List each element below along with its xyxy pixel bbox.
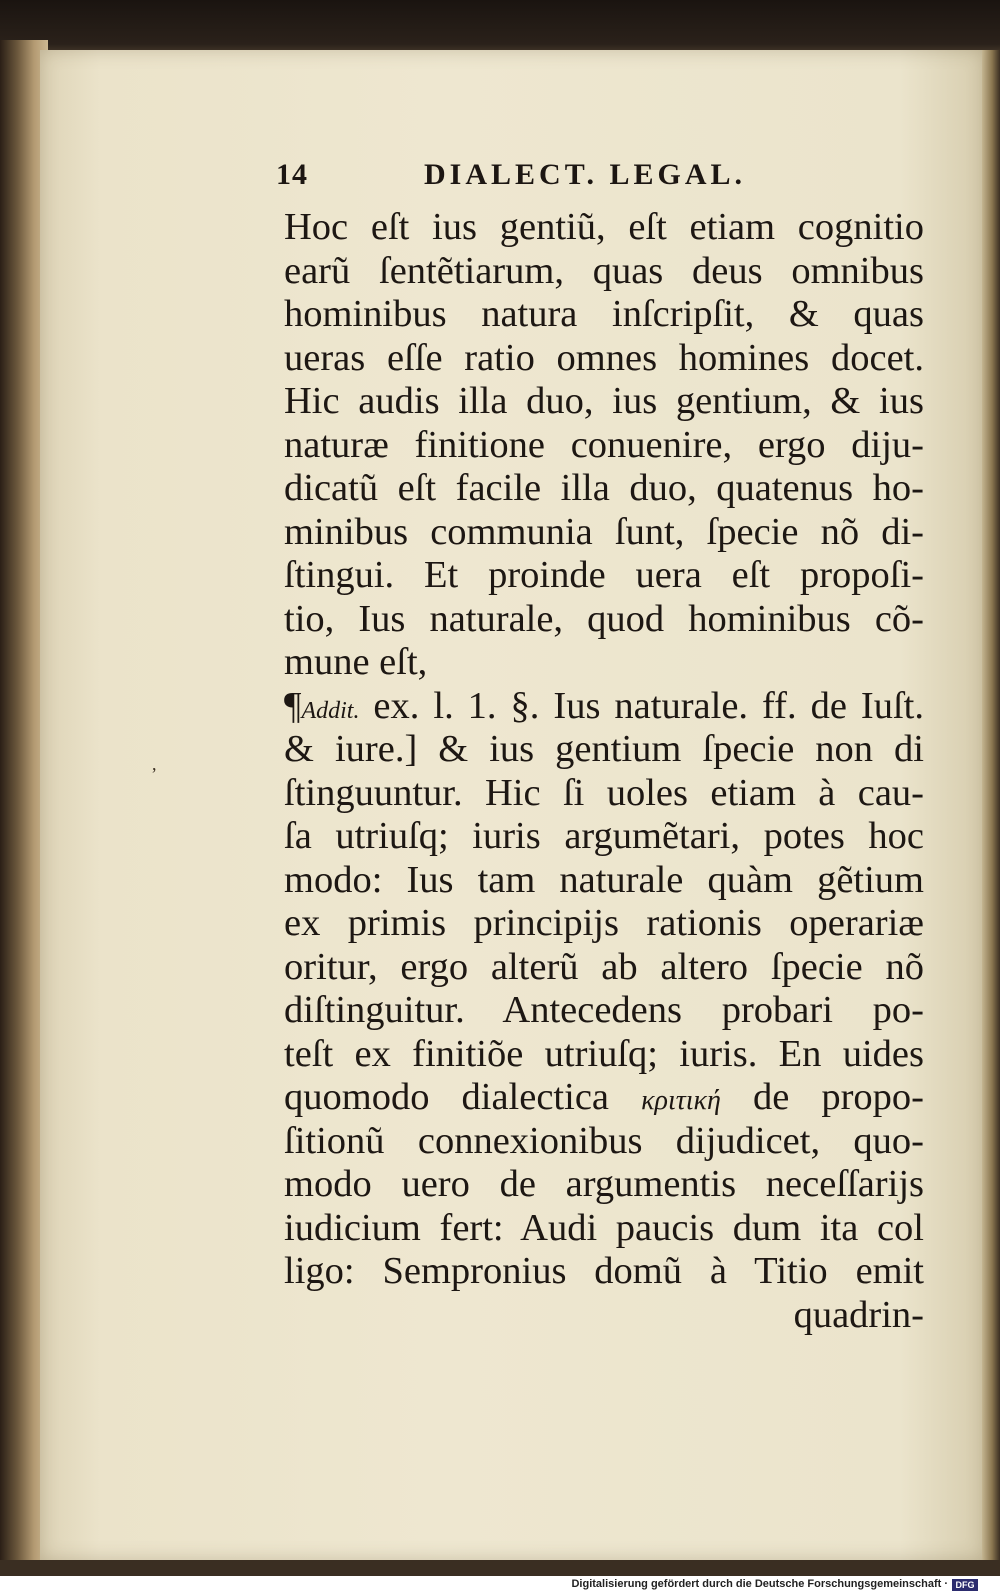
text-line: modo: Ius tam naturale quàm gẽtium [284, 858, 924, 901]
text-line: mune eſt, [284, 641, 428, 683]
text-line: modo uero de argumentis neceſſarijs [284, 1163, 924, 1205]
text-line: ligo: Sempronius domũ à Titio emit [284, 1250, 924, 1292]
text-line: iudicium fert: Audi paucis dum ita col [284, 1206, 924, 1249]
pilcrow-mark: ¶ [284, 684, 302, 727]
footer-bar [0, 1576, 1000, 1594]
text-line: ſa utriuſq; iuris argumẽtari, potes hoc [284, 815, 924, 857]
greek-word: κριτική [641, 1085, 721, 1116]
text-line: teſt ex finitiõe utriuſq; iuris. En uides [284, 1032, 924, 1075]
page-number: 14 [276, 158, 308, 191]
text-line: Hoc eſt ius gentiũ, eſt etiam cognitio [284, 206, 924, 248]
text-line: naturæ finitione conuenire, ergo diju- [284, 423, 924, 466]
addition-citation: ex. l. 1. §. Ius naturale. ff. de Iuſt. [359, 684, 924, 727]
dfg-logo-icon: DFG [952, 1579, 978, 1591]
text-line: hominibus natura inſcripſit, & quas [284, 293, 924, 335]
greek-line-after: de propo- [720, 1076, 924, 1118]
page-fore-edge [982, 50, 1000, 1560]
running-title: DIALECT. LEGAL. [424, 158, 747, 191]
text-line: ueras eſſe ratio omnes homines docet. [284, 336, 924, 379]
text-line: dicatũ eſt facile illa duo, quatenus ho- [284, 467, 924, 509]
text-line-greek [284, 1076, 924, 1120]
text-line: oritur, ergo alterũ ab altero ſpecie nõ [284, 945, 924, 988]
running-head [276, 158, 812, 198]
text-line: ex primis principijs rationis operariæ [284, 902, 924, 944]
text-line: & iure.] & ius gentium ſpecie non di [284, 728, 924, 770]
addition-line [284, 685, 924, 729]
funding-credit: Digitalisierung gefördert durch die Deutsche Forschungsgemeinschaft · [571, 1578, 948, 1590]
text-line: ſtinguuntur. Hic ſi uoles etiam à cau- [284, 771, 924, 814]
text-line: diſtinguitur. Antecedens probari po- [284, 989, 924, 1031]
text-line: ſtingui. Et proinde uera eſt propoſi- [284, 554, 924, 596]
catchword: quadrin- [793, 1293, 924, 1336]
text-block [284, 206, 924, 1337]
greek-line-before: quomodo dialectica [284, 1076, 642, 1118]
text-line: Hic audis illa duo, ius gentium, & ius [284, 380, 924, 422]
text-line: ſitionũ connexionibus dijudicet, quo- [284, 1119, 924, 1162]
addition-label: Addit. [301, 697, 360, 724]
text-line: earũ ſentẽtiarum, quas deus omnibus [284, 249, 924, 292]
text-line: minibus communia ſunt, ſpecie nõ di- [284, 510, 924, 553]
margin-mark: , [152, 754, 157, 774]
text-line: tio, Ius naturale, quod hominibus cõ- [284, 597, 924, 640]
